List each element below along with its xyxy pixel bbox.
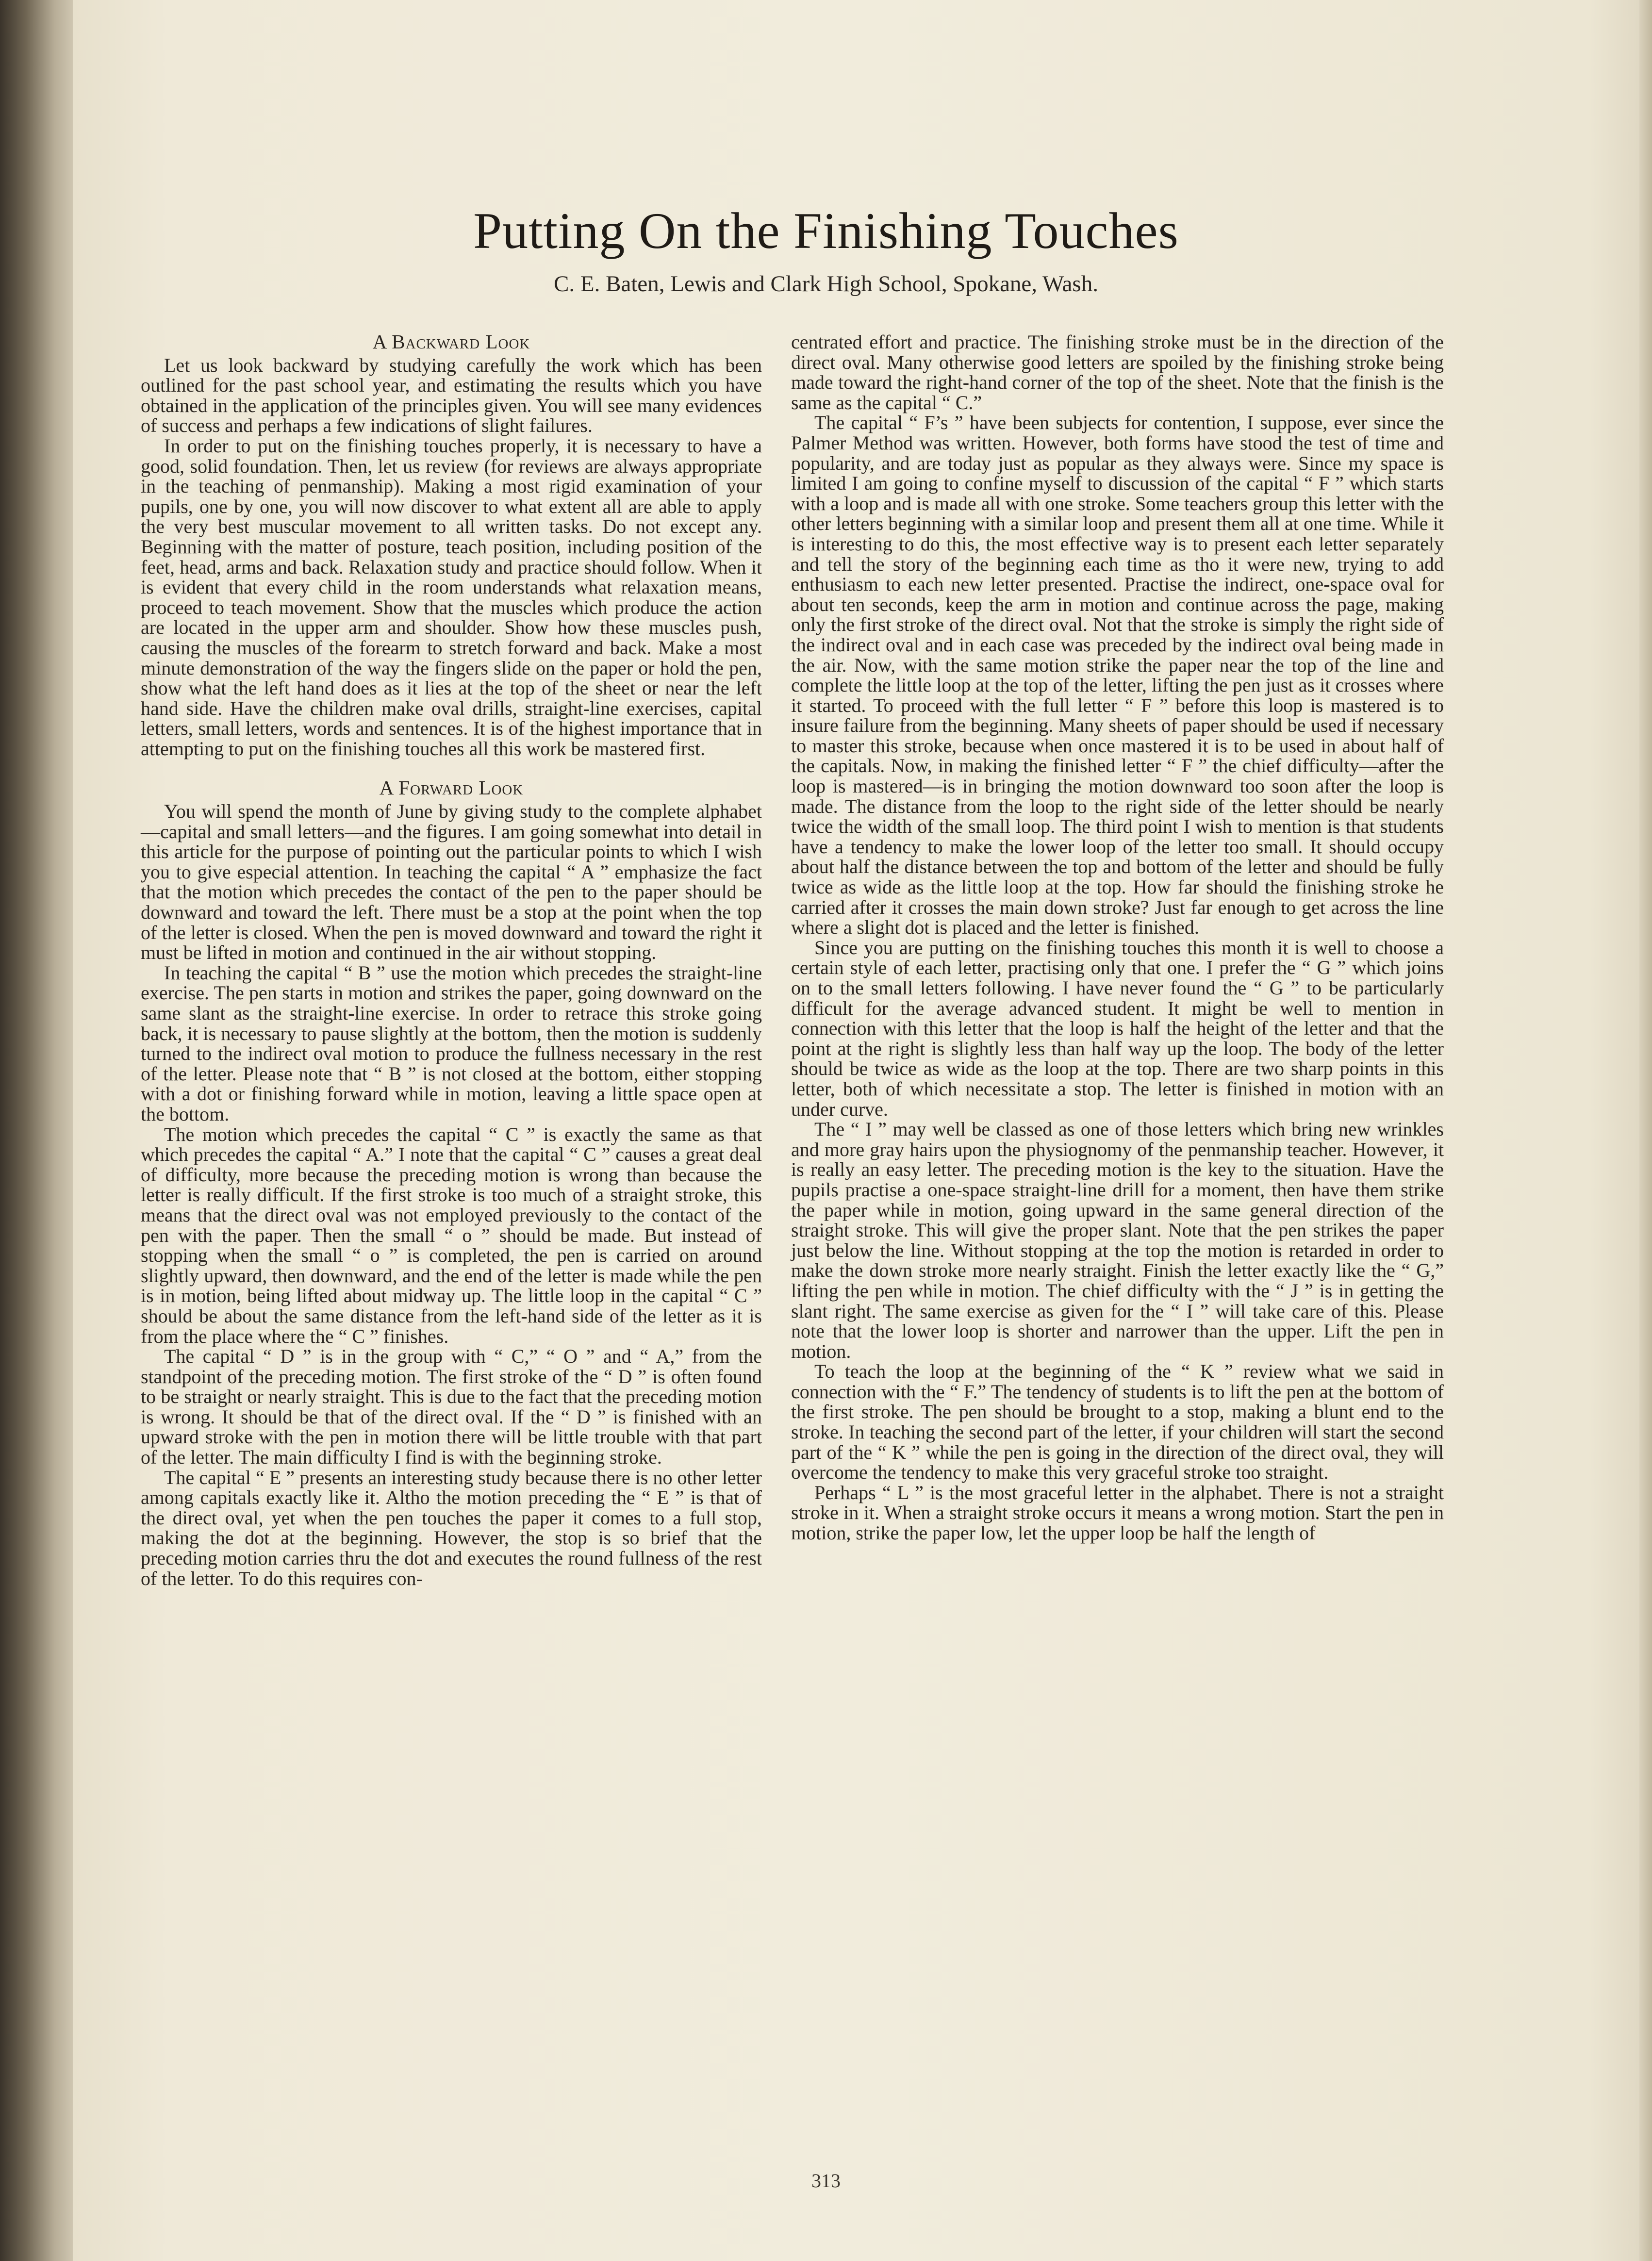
- paragraph: The capital “ F’s ” have been subjects for contention, I suppose, ever since the Palmer Method was written. However, both forms have stood the test of time and popularity, and are today just as popular as they always were. Since my space is limited I am going to confine myself to discussion of the capital “ F ” which starts with a loop and is made all with one stroke. Some teachers group this letter with the other letters beginning with a similar loop and present them all at one time. While it is interesting to do this, the most effective way is to present each letter separately and tell the story of the beginning each time as tho it were new, trying to add enthusiasm to each new letter presented. Practise the indirect, one-space oval for about ten seconds, keep the arm in motion and continue across the page, making only the first stroke of the direct oval. Not that the stroke is simply the right side of the indirect oval and in each case was preceded by the indirect oval being made in the air. Now, with the same motion strike the paper near the top of the line and complete the little loop at the top of the letter, lifting the pen just as it crosses where it started. To proceed with the full letter “ F ” before this loop is mastered is to insure failure from the beginning. Many sheets of paper should be used if necessary to master this stroke, because when once mastered it is to be used in about half of the capitals. Now, in making the finished letter “ F ” the chief difficulty—after the loop is mastered—is in bringing the motion downward too soon after the loop is made. The distance from the loop to the right side of the letter should be nearly twice the width of the small loop. The third point I wish to mention is that students have a tendency to make the lower loop of the letter too small. It should occupy about half the distance between the top and bottom of the letter and should be fully twice as wide as the little loop at the top. How far should the finishing stroke he carried after it crosses the main down stroke? Just far enough to get across the line where a slight dot is placed and the letter is finished.: [791, 412, 1444, 939]
- section-heading-backward: A Backward Look: [372, 330, 530, 353]
- paragraph-e-start: The capital “ E ” presents an interesting study because there is no other letter among capitals exactly like it. Altho the motion preceding the “ E ” is that of the direct oval, yet when the pen touches the paper it comes to a full stop, making the dot at the beginning. However, the stop is so brief that the preceding motion carries thru the dot and executes the round fullness of the rest of the letter. To do this requires con-: [141, 1466, 762, 1589]
- paragraph: The capital “ D ” is in the group with “ C,” “ O ” and “ A,” from the standpoint of the preceding motion. The first stroke of the “ D ” is often found to be straight or nearly straight. This is due to the fact that the preceding motion is wrong. It should be that of the direct oval. If the “ D ” is finished with an upward stroke with the pen in motion there will be little trouble with that part of the letter. The main difficulty I find is with the beginning stroke.: [141, 1345, 762, 1469]
- paragraph: The “ I ” may well be classed as one of those letters which bring new wrinkles and more gray hairs upon the physiognomy of the penmanship teacher. However, it is really an easy letter. The preceding motion is the key to the situation. Have the pupils practise a one-space straight-line drill for a moment, then have them strike the paper while in motion, going upward in the same general direction of the straight stroke. This will give the proper slant. Note that the pen strikes the paper just below the line. Without stopping at the top the motion is retarded in order to make the down stroke more nearly straight. Finish the letter exactly like the “ G,” lifting the pen while in motion. The chief difficulty with the “ J ” is in getting the slant right. The same exercise as given for the “ I ” will take care of this. Please note that the lower loop is shorter and narrower than the upper. Lift the pen in motion.: [791, 1118, 1444, 1362]
- page-edge: [1639, 0, 1652, 2261]
- paragraph: To teach the loop at the beginning of the “ K ” review what we said in connection with the “ F.” The tendency of students is to lift the pen at the bottom of the first stroke. The pen should be brought to a stop, making a blunt end to the stroke. In teaching the second part of the letter, if your children will start the second part of the “ K ” while the pen is going in the direction of the direct oval, they will overcome the tendency to make this very graceful stroke too straight.: [791, 1360, 1444, 1484]
- paragraph: Perhaps “ L ” is the most graceful letter in the alphabet. There is not a straight stroke in it. When a straight stroke occurs it means a wrong motion. Start the pen in motion, strike the paper low, let the upper loop be half the length of: [791, 1481, 1444, 1544]
- section-heading-forward: A Forward Look: [379, 776, 524, 799]
- book-binding-shadow: [0, 0, 73, 2261]
- article-byline: C. E. Baten, Lewis and Clark High School, Spokane, Wash.: [554, 271, 1098, 297]
- article-title: Putting On the Finishing Touches: [473, 202, 1179, 259]
- paragraph: The motion which precedes the capital “ C ” is exactly the same as that which precedes the capital “ A.” I note that the capital “ C ” causes a great deal of difficulty, more because the preceding motion is wrong than because the letter is really difficult. If the first stroke is too much of a straight stroke, this means that the direct oval was not employed previously to the contact of the pen with the paper. Then the small “ o ” should be made. But instead of stopping when the small “ o ” is completed, the pen is carried on around slightly upward, then downward, and the end of the letter is made while the pen is in motion, being lifted about midway up. The little loop in the capital “ C ” should be about the same distance from the left-hand side of the letter as it is from the place where the “ C ” finishes.: [141, 1123, 762, 1347]
- paragraph: Since you are putting on the finishing touches this month it is well to choose a certain style of each letter, practising only that one. I prefer the “ G ” which joins on to the small letters following. I have never found the “ G ” to be particularly difficult for the average advanced student. It might be well to mention in connection with this letter that the loop is half the height of the letter and that the point at the right is slightly less than half way up the loop. The body of the letter should be twice as wide as the loop at the top. There are two sharp points in this letter, both of which necessitate a stop. The letter is finished in motion with an under curve.: [791, 936, 1444, 1120]
- left-column: [141, 332, 762, 1588]
- paragraph: In order to put on the finishing touches properly, it is necessary to have a good, solid foundation. Then, let us review (for reviews are always appropriate in the teaching of penmanship). Making a most rigid examination of your pupils, one by one, you will now discover to what extent all are able to apply the very best muscular movement to all written tasks. Do not except any. Beginning with the matter of posture, teach position, including position of the feet, head, arms and back. Relaxation study and practice should follow. When it is evident that every child in the room understands what relaxation means, proceed to teach movement. Show that the muscles which produce the action are located in the upper arm and shoulder. Show how these muscles push, causing the muscles of the forearm to stretch forward and back. Make a most minute demonstration of the way the fingers slide on the paper or hold the pen, show what the left hand does as it lies at the top of the sheet or near the left hand side. Have the children make oval drills, straight-line exercises, capital letters, small letters, words and sentences. It is of the highest importance that in attempting to put on the finishing touches all this work be mastered first.: [141, 434, 762, 759]
- paragraph: Let us look backward by studying carefully the work which has been outlined for the past school year, and estimating the results which you have obtained in the application of the principles given. You will see many evidences of success and perhaps a few indications of slight failures.: [141, 354, 762, 437]
- paragraph-e-continued: centrated effort and practice. The finishing stroke must be in the direction of the direct oval. Many otherwise good letters are spoiled by the finishing stroke being made toward the right-hand corner of the top of the sheet. Note that the finish is the same as the capital “ C.”: [791, 331, 1444, 413]
- page-number: 313: [811, 2170, 841, 2192]
- paragraph: You will spend the month of June by giving study to the complete alphabet—capital and small letters—and the figures. I am going somewhat into detail in this article for the purpose of pointing out the particular points to which I wish you to give especial attention. In teaching the capital “ A ” emphasize the fact that the motion which precedes the contact of the pen to the paper should be downward and toward the left. There must be a stop at the point when the top of the letter is closed. When the pen is moved downward and toward the right it must be lifted in motion and continued in the air without stopping.: [141, 800, 762, 964]
- right-column: [791, 332, 1444, 1543]
- paragraph: In teaching the capital “ B ” use the motion which precedes the straight-line exercise. The pen starts in motion and strikes the paper, going downward on the same slant as the straight-line exercise. In order to retrace this stroke going back, it is necessary to pause slightly at the bottom, then the motion is suddenly turned to the indirect oval motion to produce the fullness necessary in the rest of the letter. Please note that “ B ” is not closed at the bottom, either stopping with a dot or finishing forward while in motion, leaving a little space open at the bottom.: [141, 961, 762, 1125]
